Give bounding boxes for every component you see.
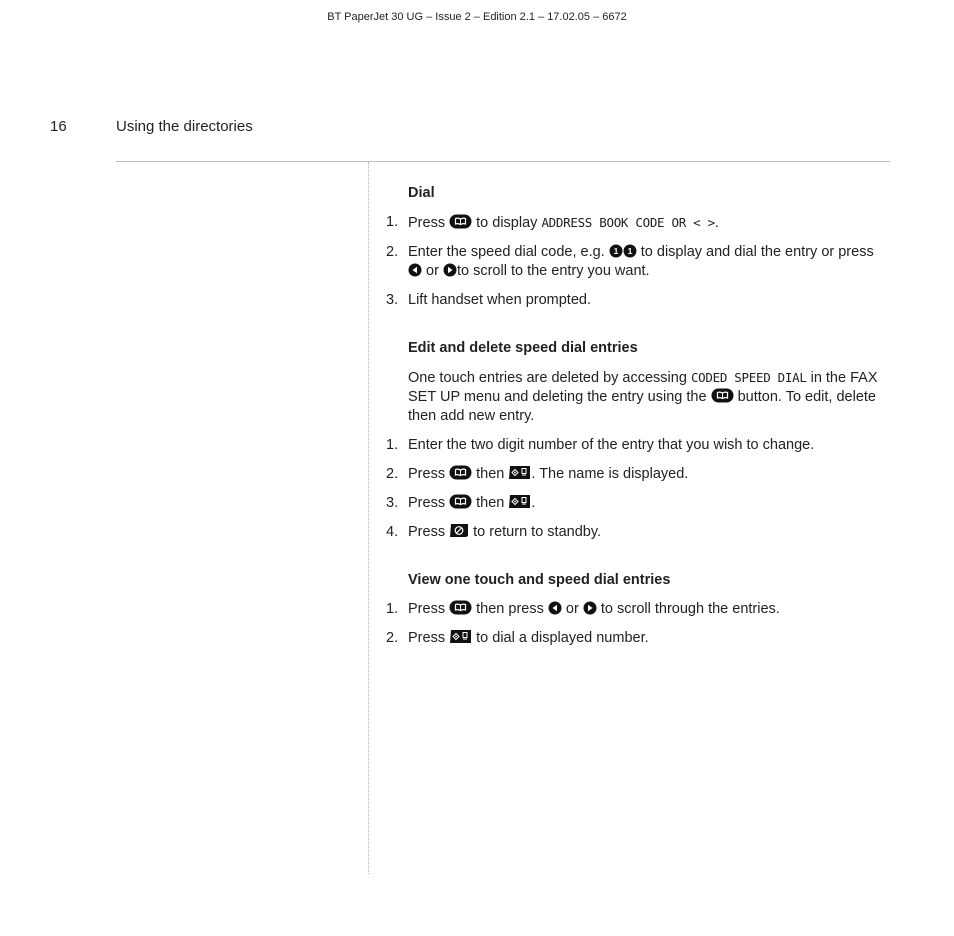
step-text: to dial a displayed number.: [476, 630, 649, 646]
step-text: Enter the two digit number of the entry that you wish to change.: [408, 437, 815, 453]
step-text: or: [565, 601, 579, 617]
address-book-icon: [449, 494, 472, 509]
step-number: 1.: [386, 214, 399, 230]
list-item: [386, 465, 891, 484]
view-steps: [386, 600, 891, 648]
address-book-icon: [449, 600, 472, 615]
address-book-icon: [711, 388, 734, 403]
main-content: [386, 184, 891, 658]
digit-label: 1: [613, 246, 619, 256]
step-text: Press: [408, 601, 446, 617]
start-copy-icon: [508, 494, 531, 509]
view-heading: View one touch and speed dial entries: [408, 572, 671, 588]
step-text: then: [476, 495, 505, 511]
left-arrow-icon: [548, 601, 562, 615]
stop-icon: [449, 523, 469, 538]
dial-heading: Dial: [408, 185, 435, 201]
list-item: [386, 523, 891, 542]
step-text: Press: [408, 495, 446, 511]
step-text: . The name is displayed.: [531, 466, 689, 482]
edit-heading: Edit and delete speed dial entries: [408, 340, 638, 356]
step-number: 2.: [386, 466, 399, 482]
step-text: .: [531, 495, 536, 511]
edit-steps: [386, 436, 891, 542]
edit-paragraph: [408, 368, 891, 426]
lcd-display-text: CODED SPEED DIAL: [690, 370, 807, 385]
para-text: in the FAX SET UP menu and deleting the entry using the: [408, 370, 878, 405]
right-arrow-icon: [583, 601, 597, 615]
step-text: .: [714, 215, 719, 231]
step-number: 2.: [386, 244, 399, 260]
step-number: 3.: [386, 495, 399, 511]
step-text: to scroll to the entry you want.: [456, 263, 650, 279]
para-text: button. To edit, delete then add new entry.: [408, 389, 876, 424]
list-item: [386, 600, 891, 619]
list-item: [386, 436, 891, 455]
step-text: or: [426, 263, 439, 279]
digit-key-icon: [623, 244, 637, 258]
dial-steps: [386, 213, 891, 310]
step-text: Press: [408, 215, 446, 231]
step-text: Lift handset when prompted.: [408, 292, 591, 308]
column-divider: [368, 162, 369, 874]
start-copy-icon: [508, 465, 531, 480]
step-text: Press: [408, 630, 446, 646]
list-item: [386, 629, 891, 648]
start-copy-icon: [449, 629, 472, 644]
address-book-icon: [449, 214, 472, 229]
running-header: BT PaperJet 30 UG – Issue 2 – Edition 2.1 – 17.02.05 – 6672: [327, 11, 627, 23]
horizontal-rule: [116, 161, 890, 162]
step-text: Enter the speed dial code, e.g.: [408, 244, 605, 260]
list-item: [386, 291, 891, 310]
list-item: [386, 494, 891, 513]
para-text: One touch entries are deleted by accessing: [408, 370, 687, 386]
page-number: 16: [50, 118, 67, 135]
address-book-icon: [449, 465, 472, 480]
step-text: Press: [408, 524, 446, 540]
step-text: to return to standby.: [473, 524, 602, 540]
step-number: 1.: [386, 601, 399, 617]
step-number: 1.: [386, 437, 399, 453]
list-item: [386, 213, 891, 233]
list-item: [386, 243, 891, 281]
digit-key-icon: [609, 244, 623, 258]
step-number: 4.: [386, 524, 399, 540]
step-number: 3.: [386, 292, 399, 308]
section-title: Using the directories: [116, 118, 253, 135]
step-text: then: [476, 466, 505, 482]
step-text: Press: [408, 466, 446, 482]
lcd-display-text: ADDRESS BOOK CODE OR < >: [541, 215, 715, 230]
right-arrow-icon: [443, 263, 457, 277]
digit-label: 1: [627, 246, 633, 256]
step-text: to display and dial the entry or press: [640, 244, 874, 260]
step-text: to display: [476, 215, 538, 231]
step-text: then press: [476, 601, 544, 617]
left-arrow-icon: [408, 263, 422, 277]
step-number: 2.: [386, 630, 399, 646]
step-text: to scroll through the entries.: [600, 601, 780, 617]
